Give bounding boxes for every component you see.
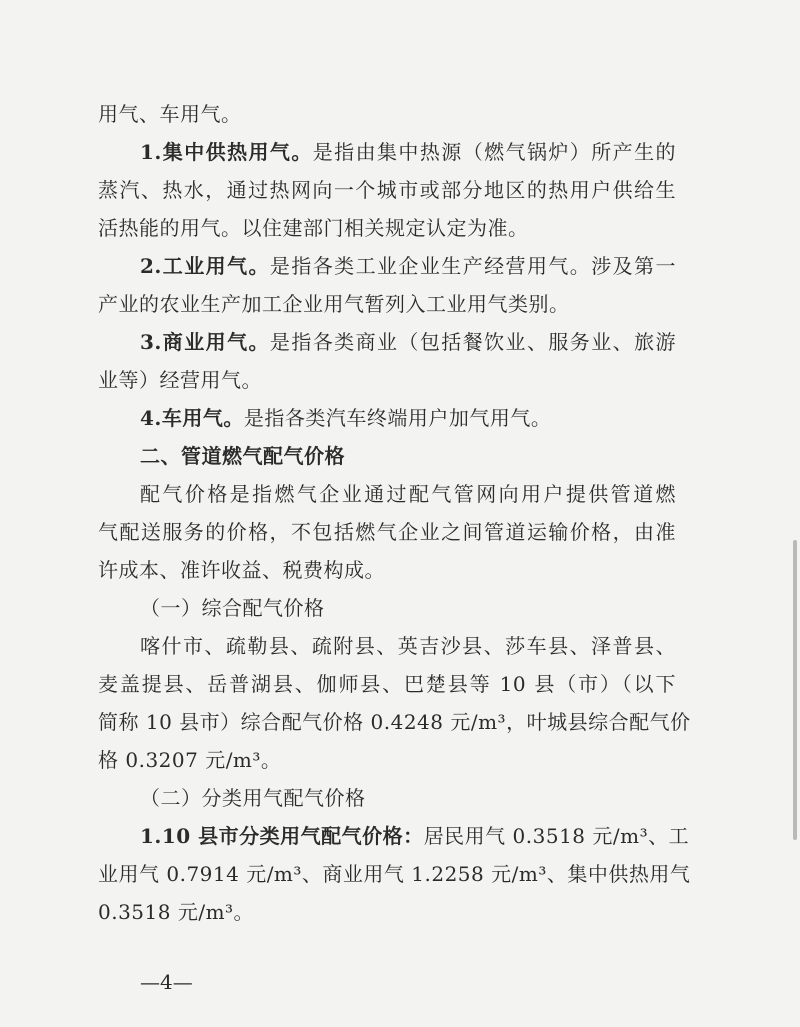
section-heading: 二、管道燃气配气价格 bbox=[140, 444, 345, 468]
body-line: 业用气 0.7914 元/m³、商业用气 1.2258 元/m³、集中供热用气 bbox=[98, 862, 691, 886]
page-number: —4— bbox=[140, 970, 193, 994]
body-line: 活热能的用气。以住建部门相关规定认定为准。 bbox=[98, 216, 529, 240]
body-line: 用气、车用气。 bbox=[98, 102, 242, 126]
body-line: 配气价格是指燃气企业通过配气管网向用户提供管道燃 bbox=[140, 482, 676, 506]
definition-vehicle: 4.车用气。是指各类汽车终端用户加气用气。 bbox=[140, 406, 552, 430]
body-line: 麦盖提县、岳普湖县、伽师县、巴楚县等 10 县（市）（以下 bbox=[98, 672, 676, 696]
body-line: 蒸汽、热水，通过热网向一个城市或部分地区的热用户供给生 bbox=[98, 178, 676, 202]
body-line: 气配送服务的价格，不包括燃气企业之间管道运输价格，由准 bbox=[98, 520, 676, 544]
body-line: 喀什市、疏勒县、疏附县、英吉沙县、莎车县、泽普县、 bbox=[140, 634, 676, 658]
definition-central-heating: 1.集中供热用气。是指由集中热源（燃气锅炉）所产生的 bbox=[140, 140, 676, 164]
classified-price-line: 1.10 县市分类用气配气价格：居民用气 0.3518 元/m³、工 bbox=[140, 824, 690, 848]
subsection-heading: （二）分类用气配气价格 bbox=[140, 786, 366, 810]
body-line: 简称 10 县市）综合配气价格 0.4248 元/m³，叶城县综合配气价 bbox=[98, 710, 691, 734]
body-line: 业等）经营用气。 bbox=[98, 368, 262, 392]
body-line: 格 0.3207 元/m³。 bbox=[98, 748, 282, 772]
body-line: 产业的农业生产加工企业用气暂列入工业用气类别。 bbox=[98, 292, 570, 316]
definition-commercial: 3.商业用气。是指各类商业（包括餐饮业、服务业、旅游 bbox=[140, 330, 676, 354]
subsection-heading: （一）综合配气价格 bbox=[140, 596, 325, 620]
body-line: 0.3518 元/m³。 bbox=[98, 900, 255, 924]
body-line: 许成本、准许收益、税费构成。 bbox=[98, 558, 385, 582]
definition-industrial: 2.工业用气。是指各类工业企业生产经营用气。涉及第一 bbox=[140, 254, 676, 278]
scrollbar-thumb[interactable] bbox=[793, 540, 797, 840]
